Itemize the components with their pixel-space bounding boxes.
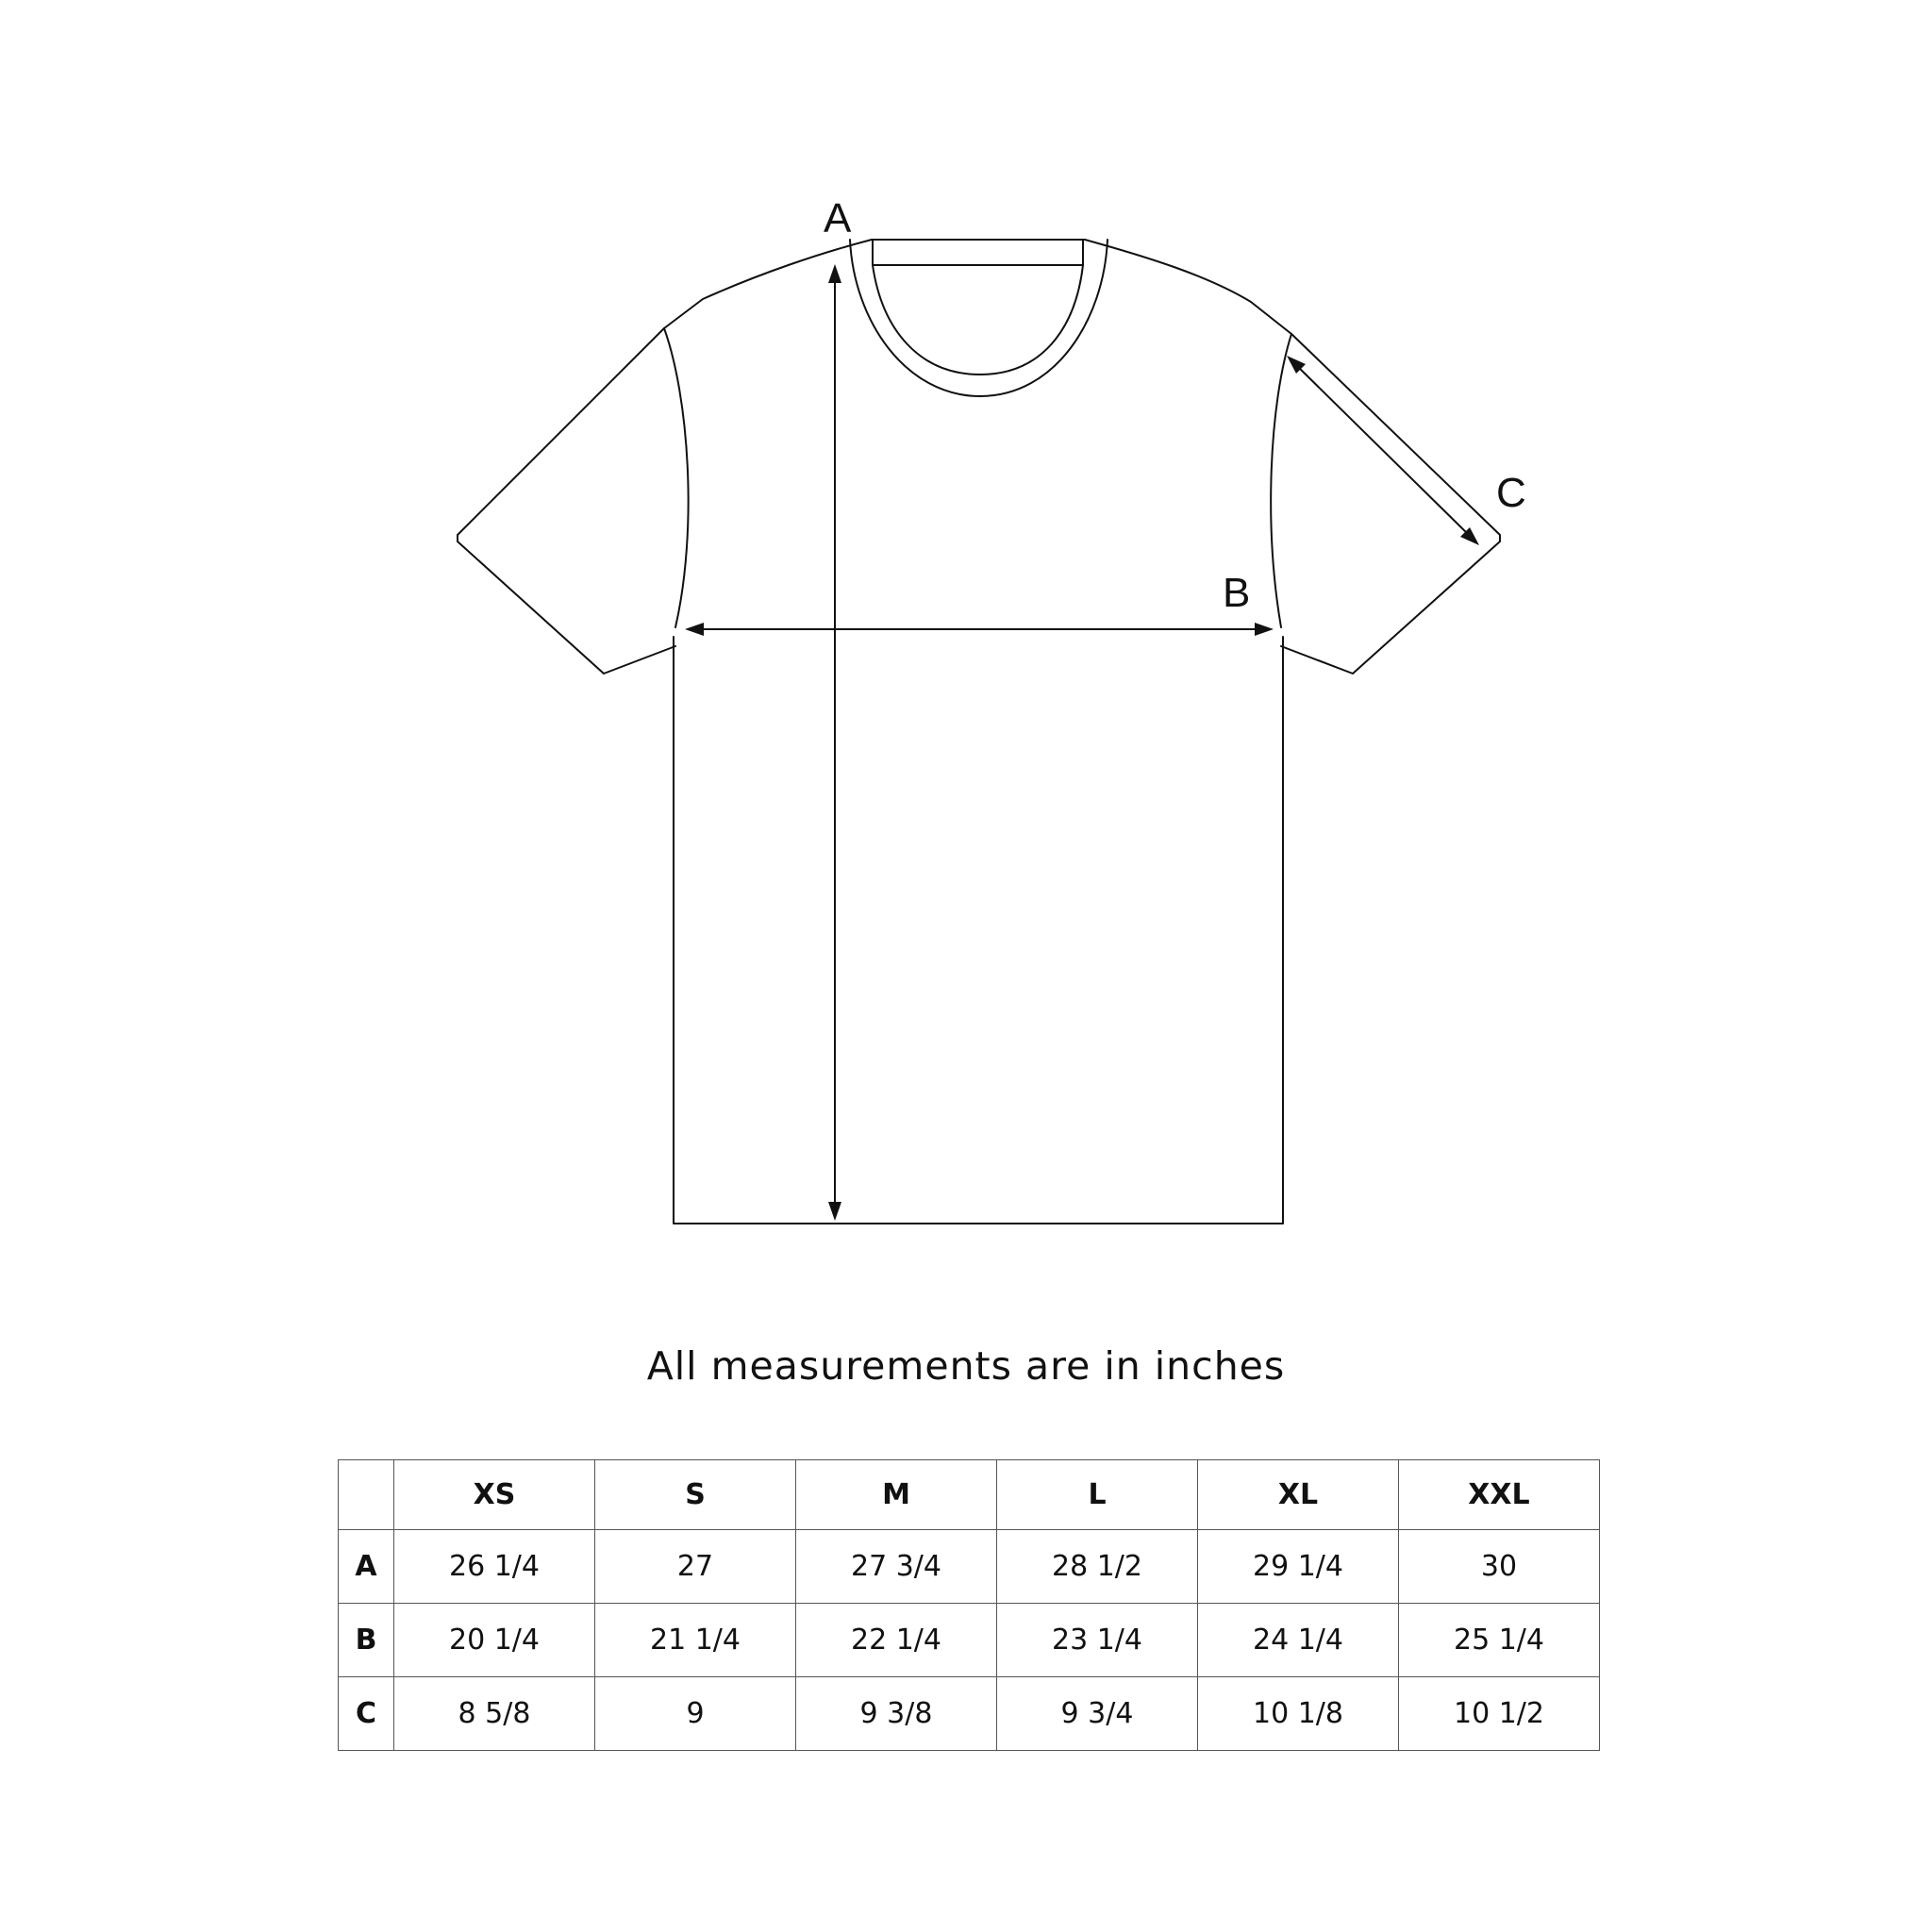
shirt-shoulder-outline [664,240,1291,334]
collar-inner [873,240,1083,375]
column-header-xl: XL [1198,1460,1399,1530]
table-cell: 10 1/2 [1399,1677,1600,1751]
left-armhole-seam [664,328,689,627]
row-label-a: A [339,1530,394,1604]
table-cell: 8 5/8 [394,1677,595,1751]
table-cell: 29 1/4 [1198,1530,1399,1604]
table-cell: 25 1/4 [1399,1604,1600,1677]
column-header-xxl: XXL [1399,1460,1600,1530]
column-header-m: M [796,1460,997,1530]
dimension-b-label: B [1223,570,1251,616]
table-row [339,1677,1600,1751]
row-label-b: B [339,1604,394,1677]
dimension-c-line [1294,363,1472,538]
table-header-row [339,1460,1600,1530]
table-cell: 21 1/4 [595,1604,796,1677]
dimension-b-left-arrow [685,623,704,636]
table-cell: 9 3/4 [997,1677,1198,1751]
row-label-c: C [339,1677,394,1751]
table-cell: 20 1/4 [394,1604,595,1677]
shirt-body-outline [674,637,1283,1224]
column-header-xs: XS [394,1460,595,1530]
measurement-units-caption: All measurements are in inches [646,1343,1286,1389]
table-cell: 27 [595,1530,796,1604]
dimension-a-label: A [824,195,852,242]
table-cell: 23 1/4 [997,1604,1198,1677]
right-sleeve-outline [1281,334,1500,674]
dimension-a-top-arrow [828,264,841,283]
size-chart-table [338,1459,1600,1751]
table-cell: 26 1/4 [394,1530,595,1604]
table-cell: 9 3/8 [796,1677,997,1751]
table-cell: 24 1/4 [1198,1604,1399,1677]
right-armhole-seam [1271,334,1291,627]
left-sleeve-outline [458,328,675,674]
table-cell: 30 [1399,1530,1600,1604]
table-cell: 9 [595,1677,796,1751]
table-corner-cell [339,1460,394,1530]
table-cell: 10 1/8 [1198,1677,1399,1751]
table-cell: 22 1/4 [796,1604,997,1677]
dimension-a-bottom-arrow [828,1202,841,1221]
table-row [339,1530,1600,1604]
table-row [339,1604,1600,1677]
column-header-l: L [997,1460,1198,1530]
table-cell: 27 3/4 [796,1530,997,1604]
dimension-c-label: C [1496,470,1526,516]
table-cell: 28 1/2 [997,1530,1198,1604]
dimension-b-right-arrow [1255,623,1274,636]
column-header-s: S [595,1460,796,1530]
